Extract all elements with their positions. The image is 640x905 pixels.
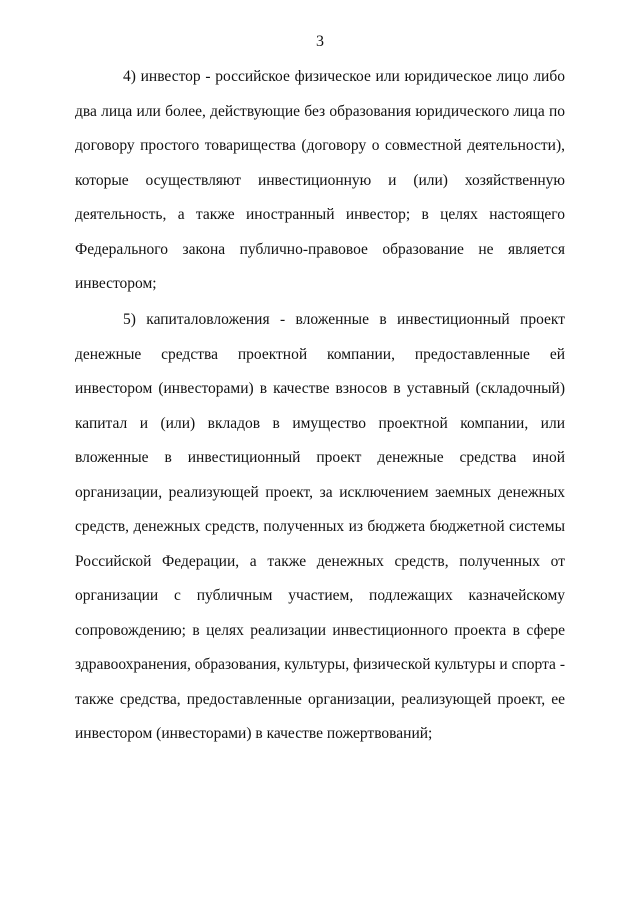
paragraph-investor-definition: 4) инвестор - российское физическое или юридическое лицо либо два лица или более, действующие без образования юридического лица по договору простого товарищества (договору о совместной деятельности), которые осуществляют инвестиционную и (или) хозяйственную деятельность, а также иностранный инвестор; в целях настоящего Федерального закона публично-правовое образование не является инвестором; <box>75 68 565 292</box>
page-number: 3 <box>316 33 324 50</box>
paragraph-capital-investments-definition: 5) капиталовложения - вложенные в инвестиционный проект денежные средства проектной компании, предоставленные ей инвестором (инвесторами) в качестве взносов в уставный (складочный) капитал и (или) вкладов в имущество проектной компании, или вложенные в инвестиционный проект денежные средства иной организации, реализующей проект, за исключением заемных денежных средств, денежных средств, полученных из бюджета бюджетной системы Российской Федерации, а также денежных средств, полученных от организации с публичным участием, подлежащих казначейскому сопровождению; в целях реализации инвестиционного проекта в сфере здравоохранения, образования, культуры, физической культуры и спорта - также средства, предоставленные организации, реализующей проект, ее инвестором (инвесторами) в качестве пожертвований; <box>75 311 565 742</box>
